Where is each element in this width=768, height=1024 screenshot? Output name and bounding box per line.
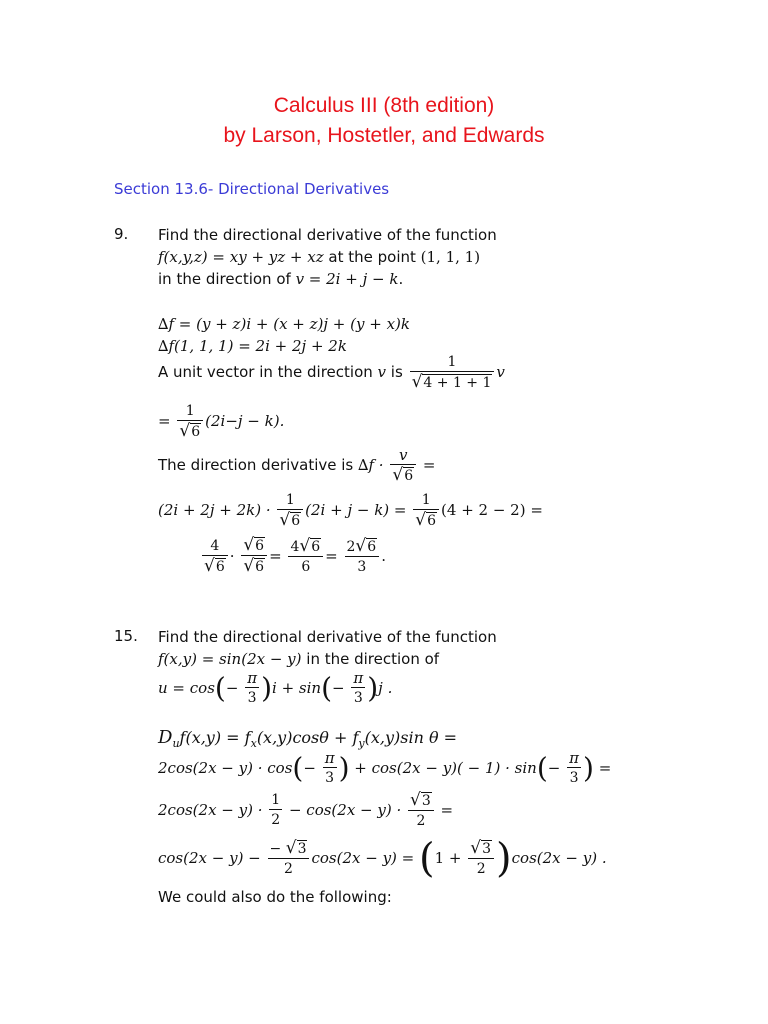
problem-9-period: .	[398, 270, 404, 288]
problem-9-gradient-at-point: ∆f(1, 1, 1) = 2i + 2j + 2k	[158, 337, 347, 355]
du-mid: (x,y)cosθ + f	[256, 728, 359, 747]
coefficient: 2	[346, 538, 356, 555]
line4-part-b: cos(2x − y) =	[311, 849, 420, 867]
problem-9-v-symbol: v	[377, 363, 387, 381]
root3-over-two: $\frac{√3}{2}$	[468, 839, 494, 879]
fraction-numerator: 1	[285, 491, 295, 508]
radicand: 6	[291, 512, 301, 529]
pi-over-three	[567, 749, 581, 788]
problem-15-direction-text: in the direction of	[301, 650, 440, 668]
radicand: 6	[311, 538, 321, 555]
line3-part-c: =	[435, 801, 454, 819]
fraction-numerator: 4	[210, 537, 220, 554]
line2-part-c: =	[593, 759, 612, 777]
line3-part-a: 2cos(2x − y) ·	[158, 801, 268, 819]
minus-sign: −	[547, 759, 561, 777]
computation-part-b: (2i + j − k) =	[305, 501, 412, 519]
equals-sign: =	[269, 547, 282, 565]
radicand: 6	[404, 467, 414, 484]
radicand: 6	[427, 512, 437, 529]
dot-operator: ·	[229, 547, 235, 565]
problem-9-prompt: Find the directional derivative of the function	[158, 226, 497, 244]
problem-15-line-4: cos(2x − y) − $\frac{- √3}{2}$ cos(2x − y) = (1 + $\frac{√3}{2}$ )cos(2x − y) .	[158, 835, 607, 882]
minus-sign: −	[332, 679, 345, 697]
line2-part-a: 2cos(2x − y) · cos	[158, 759, 293, 777]
problem-15-function: f(x,y) = sin(2x − y)	[158, 650, 302, 668]
minus-sign: −	[225, 679, 239, 697]
line4-part-a: cos(2x − y) −	[158, 849, 266, 867]
minus-sign: −	[303, 759, 316, 777]
two-root6-over-three: $\frac{2√6}{3}$	[345, 537, 380, 577]
fraction-numerator: 1	[447, 353, 457, 370]
fraction-numerator: 1	[185, 402, 195, 419]
fy-subscript: y	[358, 737, 365, 751]
problem-9-point: (1, 1, 1)	[420, 248, 481, 266]
section-heading: Section 13.6- Directional Derivatives	[114, 180, 390, 198]
document-title-line1: Calculus III (8th edition)	[273, 94, 495, 117]
equals-sign: =	[158, 412, 171, 430]
u-lhs: u = cos	[158, 679, 215, 697]
fraction-numerator: 1	[421, 491, 431, 508]
fraction-denominator: 2	[408, 810, 434, 831]
fx-subscript: x	[250, 737, 257, 751]
fraction-numerator: π	[324, 749, 335, 767]
fraction-numerator: π	[247, 669, 258, 687]
problem-15-u-vector-line: u = cos(− $\frac{\pi}{3}$ )i + sin(− $\frac{\pi}{3}$ )j .	[158, 669, 393, 706]
problem-9-v-symbol-2: v	[496, 363, 505, 381]
problem-15-line-3	[158, 788, 453, 832]
radicand: 6	[367, 538, 377, 555]
j-period: j .	[378, 679, 393, 697]
one-over-root6: $\frac{1}{√6}$	[413, 491, 439, 531]
fraction-denominator: 3	[351, 687, 365, 708]
problem-9-number: 9.	[114, 225, 129, 243]
problem-9-result-line	[200, 532, 386, 580]
final-period: .	[381, 547, 386, 565]
problem-9-unit-fraction: $\frac{1}{√4 + 1 + 1}$	[410, 353, 495, 393]
four-root6-over-six: $\frac{4√6}{6}$	[288, 537, 323, 577]
line4-part-c: cos(2x − y) .	[511, 849, 607, 867]
radicand: 4 + 1 + 1	[423, 374, 492, 391]
root6-over-root6: $\frac{√6}{√6}$	[241, 536, 267, 577]
problem-9-vector: v = 2i + j − k	[295, 270, 399, 288]
problem-9-direction-text: in the direction of	[158, 270, 296, 288]
fraction-denominator: 3	[245, 687, 259, 708]
radicand: 3	[421, 792, 431, 809]
problem-9-dd-text: The direction derivative is	[158, 456, 358, 474]
problem-9-dd-lhs: ∆f ·	[358, 456, 389, 474]
four-over-root6: $\frac{4}{√6}$	[202, 537, 228, 577]
problem-9-unit-result	[158, 399, 284, 443]
neg-root3-over-two: $\frac{- √3}{2}$	[268, 839, 310, 879]
radicand: 3	[482, 840, 492, 857]
one-over-root6: $\frac{1}{√6}$	[277, 491, 303, 531]
coefficient: 4	[290, 538, 300, 555]
problem-15-prompt: Find the directional derivative of the function	[158, 628, 497, 646]
du-end: (x,y)sin θ =	[364, 728, 458, 747]
fraction-numerator: π	[353, 669, 364, 687]
du-rest: f(x,y) = f	[179, 728, 251, 747]
radicand: 6	[191, 423, 201, 440]
problem-9-computation-line	[158, 488, 543, 532]
fraction-numerator: 1	[271, 792, 281, 808]
pi-over-three	[323, 749, 337, 788]
fraction-denominator: 3	[345, 556, 380, 577]
radicand: 6	[255, 538, 265, 554]
pi-over-three	[351, 669, 365, 708]
one-over-two	[269, 791, 282, 830]
radicand: 3	[297, 840, 307, 857]
computation-part-c: (4 + 2 − 2) =	[441, 501, 543, 519]
problem-9-direction-line	[158, 269, 403, 289]
one-plus: 1 +	[434, 849, 467, 867]
radicand: 6	[215, 558, 225, 575]
problem-9-is-text: is	[386, 363, 408, 381]
problem-9-unit-text: A unit vector in the direction	[158, 363, 378, 381]
i-plus-sin: i + sin	[272, 679, 322, 697]
fraction-numerator: π	[569, 749, 579, 767]
problem-9-unit-expression: (2i−j − k).	[205, 412, 285, 430]
line2-part-b: + cos(2x − y)( − 1) · sin	[349, 759, 537, 777]
problem-9-function-line	[158, 247, 480, 267]
equals-sign: =	[325, 547, 338, 565]
problem-15-closing-text: We could also do the following:	[158, 888, 392, 906]
fraction-numerator: v	[398, 445, 408, 464]
pi-over-three	[245, 669, 259, 708]
fraction-denominator: 3	[323, 767, 337, 788]
problem-9-directional-derivative-line	[158, 443, 435, 487]
line3-part-b: − cos(2x − y) ·	[284, 801, 407, 819]
document-title-line2: by Larson, Hostetler, and Edwards	[223, 124, 545, 147]
v-over-root6: $\frac{v}{√6}$	[390, 446, 416, 486]
minus-sign: −	[269, 840, 286, 857]
fraction-denominator: 2	[268, 858, 310, 879]
problem-9-at-point-text: at the point	[323, 248, 421, 266]
fraction-denominator: 6	[288, 556, 323, 577]
problem-9-unit-vector-line	[158, 352, 505, 393]
du-subscript: u	[172, 737, 180, 751]
problem-15-line-2: 2cos(2x − y) · cos(− $\frac{\pi}{3}$ ) + cos(2x − y)( − 1) · sin(− $\frac{\pi}{3}$ ) =	[158, 749, 612, 786]
fraction-denominator: 2	[269, 809, 282, 830]
radicand: 6	[255, 559, 265, 575]
one-over-root6: $\frac{1}{√6}$	[177, 402, 203, 442]
fraction-denominator: 2	[468, 858, 494, 879]
equals-sign: =	[422, 456, 436, 474]
computation-part-a: (2i + 2j + 2k) ·	[158, 501, 276, 519]
du-symbol: D	[158, 727, 173, 748]
problem-9-function: f(x,y,z) = xy + yz + xz	[158, 248, 324, 266]
problem-9-gradient: ∆f = (y + z)i + (x + z)j + (y + x)k	[158, 315, 410, 333]
fraction-denominator: 3	[567, 767, 581, 788]
problem-15-number: 15.	[114, 627, 138, 645]
root3-over-two: $\frac{√3}{2}$	[408, 791, 434, 831]
